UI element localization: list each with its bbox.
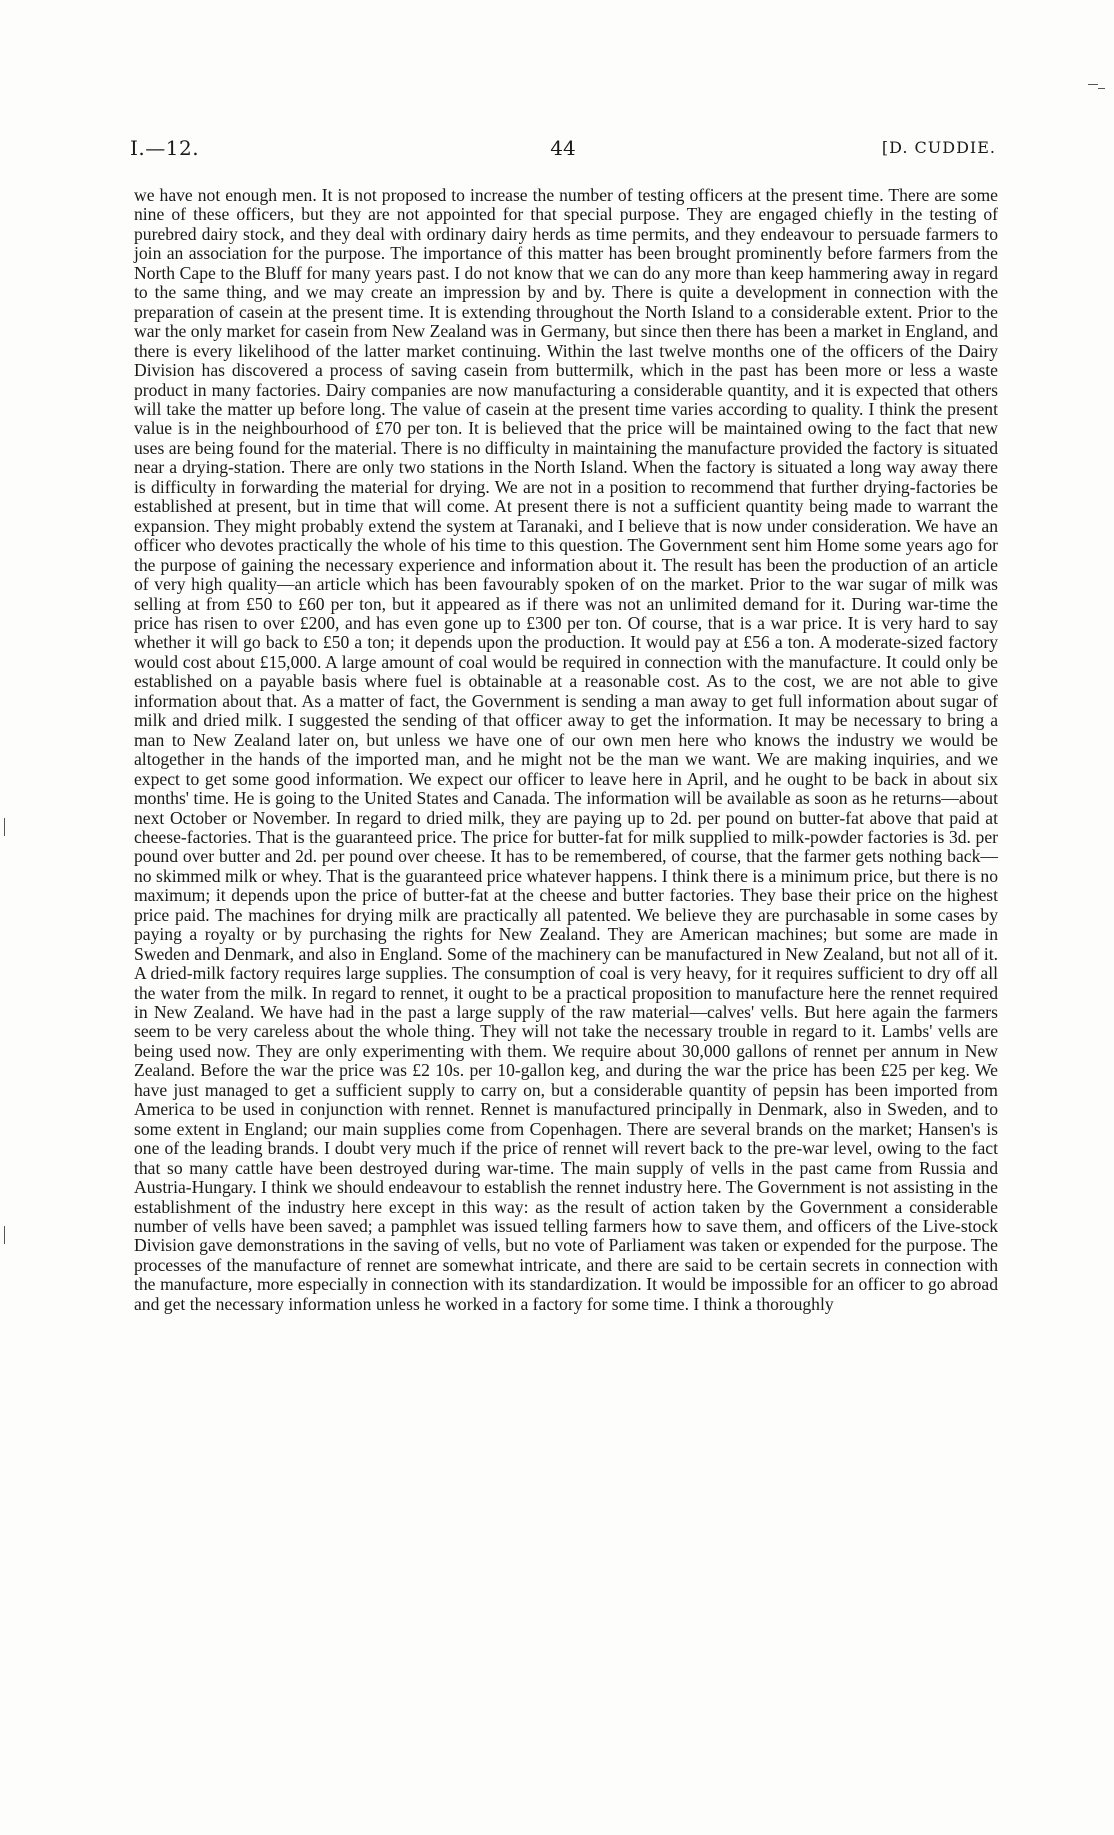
body-paragraph: we have not enough men. It is not proposed to increase the number of testing officers at the present time. There are some nine of these officers, but they are not appointed for that special purpose. They are engaged chiefly in the testing of purebred dairy stock, and they deal with ordinary dairy herds as time permits, and they endeavour to persuade farmers to join an association for the purpose. The importance of this matter has been brought prominently before farmers from the North Cape to the Bluff for many years past. I do not know that we can do any more than keep hammering away in regard to the same thing, and we may create an impression by and by. There is quite a development in connection with the preparation of casein at the present time. It is extending throughout the North Island to a considerable extent. Prior to the war the only market for casein from New Zealand was in Germany, but since then there has been a market in England, and there is every likelihood of the latter market continuing. Within the last twelve months one of the officers of the Dairy Division has discovered a process of saving casein from buttermilk, which in the past has been more or less a waste product in many factories. Dairy companies are now manufacturing a considerable quantity, and it is expected that others will take the matter up before long. The value of casein at the present time varies according to quality. I think the present value is in the neighbourhood of £70 per ton. It is believed that the price will be maintained owing to the fact that new uses are being found for the material. There is no difficulty in maintaining the manufacture provided the factory is situated near a drying-station. There are only two stations in the North Island. When the factory is situated a long way away there is difficulty in forwarding the material for drying. We are not in a position to recommend that further drying-factories be established at present, but in time that will come. At present there is not a sufficient quantity being made to warrant the expansion. They might probably extend the system at Taranaki, and I believe that is now under consideration. We have an officer who devotes practically the whole of his time to this question. The Government sent him Home some years ago for the purpose of gaining the necessary experience and information about it. The result has been the production of an article of very high quality—an article which has been favourably spoken of on the market. Prior to the war sugar of milk was selling at from £50 to £60 per ton, but it appeared as if there was not an unlimited demand for it. During war-time the price has risen to over £200, and has even gone up to £300 per ton. Of course, that is a war price. It is very hard to say whether it will go back to £50 a ton; it depends upon the production. It would pay at £56 a ton. A moderate-sized factory would cost about £15,000. A large amount of coal would be required in connection with the manufacture. It could only be established on a payable basis where fuel is obtainable at a reasonable cost. As to the cost, we are not able to give information about that. As a matter of fact, the Government is sending a man away to get full information about sugar of milk and dried milk. I suggested the sending of that officer away to get the information. It may be necessary to bring a man to New Zealand later on, but unless we have one of our own men here who knows the industry we would be altogether in the hands of the imported man, and he might not be the man we want. We are making inquiries, and we expect to get some good information. We expect our officer to leave here in April, and he ought to be back in about six months' time. He is going to the United States and Canada. The information will be available as soon as he returns—about next October or November. In regard to dried milk, they are paying up to 2d. per pound on butter-fat above that paid at cheese-factories. That is the guaranteed price. The price for butter-fat for milk supplied to milk-powder factories is 3d. per pound over butter and 2d. per pound over cheese. It has to be remembered, of course, that the farmer gets nothing back—no skimmed milk or whey. That is the guaranteed price whatever happens. I think there is a minimum price, but there is no maximum; it depends upon the price of butter-fat at the cheese and butter factories. They base their price on the highest price paid. The machines for drying milk are practically all patented. We believe they are purchasable in some cases by paying a royalty or by purchasing the rights for New Zealand. They are American machines; but some are made in Sweden and Denmark, and also in England. Some of the machinery can be manufactured in New Zealand, but not all of it. A dried-milk factory requires large supplies. The consumption of coal is very heavy, for it requires sufficient to dry off all the water from the milk. In regard to rennet, it ought to be a practical proposition to manufacture here the rennet required in New Zealand. We have had in the past a large supply of the raw material—calves' vells. But here again the farmers seem to be very careless about the whole thing. They will not take the necessary trouble in regard to it. Lambs' vells are being used now. They are only experimenting with them. We require about 30,000 gallons of rennet per annum in New Zealand. Before the war the price was £2 10s. per 10-gallon keg, and during the war the price has been £25 per keg. We have just managed to get a sufficient supply to carry on, but a considerable quantity of pepsin has been imported from America to be used in conjunction with rennet. Rennet is manufactured principally in Denmark, also in Sweden, and to some extent in England; our main supplies come from Copenhagen. There are several brands on the market; Hansen's is one of the leading brands. I doubt very much if the price of rennet will revert back to the pre-war level, owing to the fact that so many cattle have been destroyed during war-time. The main supply of vells in the past came from Russia and Austria-Hungary. I think we should endeavour to establish the rennet industry here. The Government is not assisting in the establishment of the industry here except in this way: as the result of action taken by the Government a considerable number of vells have been saved; a pamphlet was issued telling farmers how to save them, and officers of the Live-stock Division gave demonstrations in the saving of vells, but no vote of Parliament was taken or expended for the purpose. The processes of the manufacture of rennet are somewhat intricate, and there are said to be certain secrets in connection with the manufacture, more especially in connection with its standardization. It would be impossible for an officer to go abroad and get the necessary information unless he worked in a factory for some time. I think a thoroughly [134,185,998,1314]
paper-reference: I.—12. [130,136,200,160]
scan-mark [1088,84,1098,85]
witness-name: [D. CUDDIE. [881,138,996,157]
page-header [130,136,996,166]
page-number: 44 [550,136,576,160]
scan-mark [4,818,5,836]
scan-mark [1098,88,1105,89]
scan-mark [4,1226,5,1244]
